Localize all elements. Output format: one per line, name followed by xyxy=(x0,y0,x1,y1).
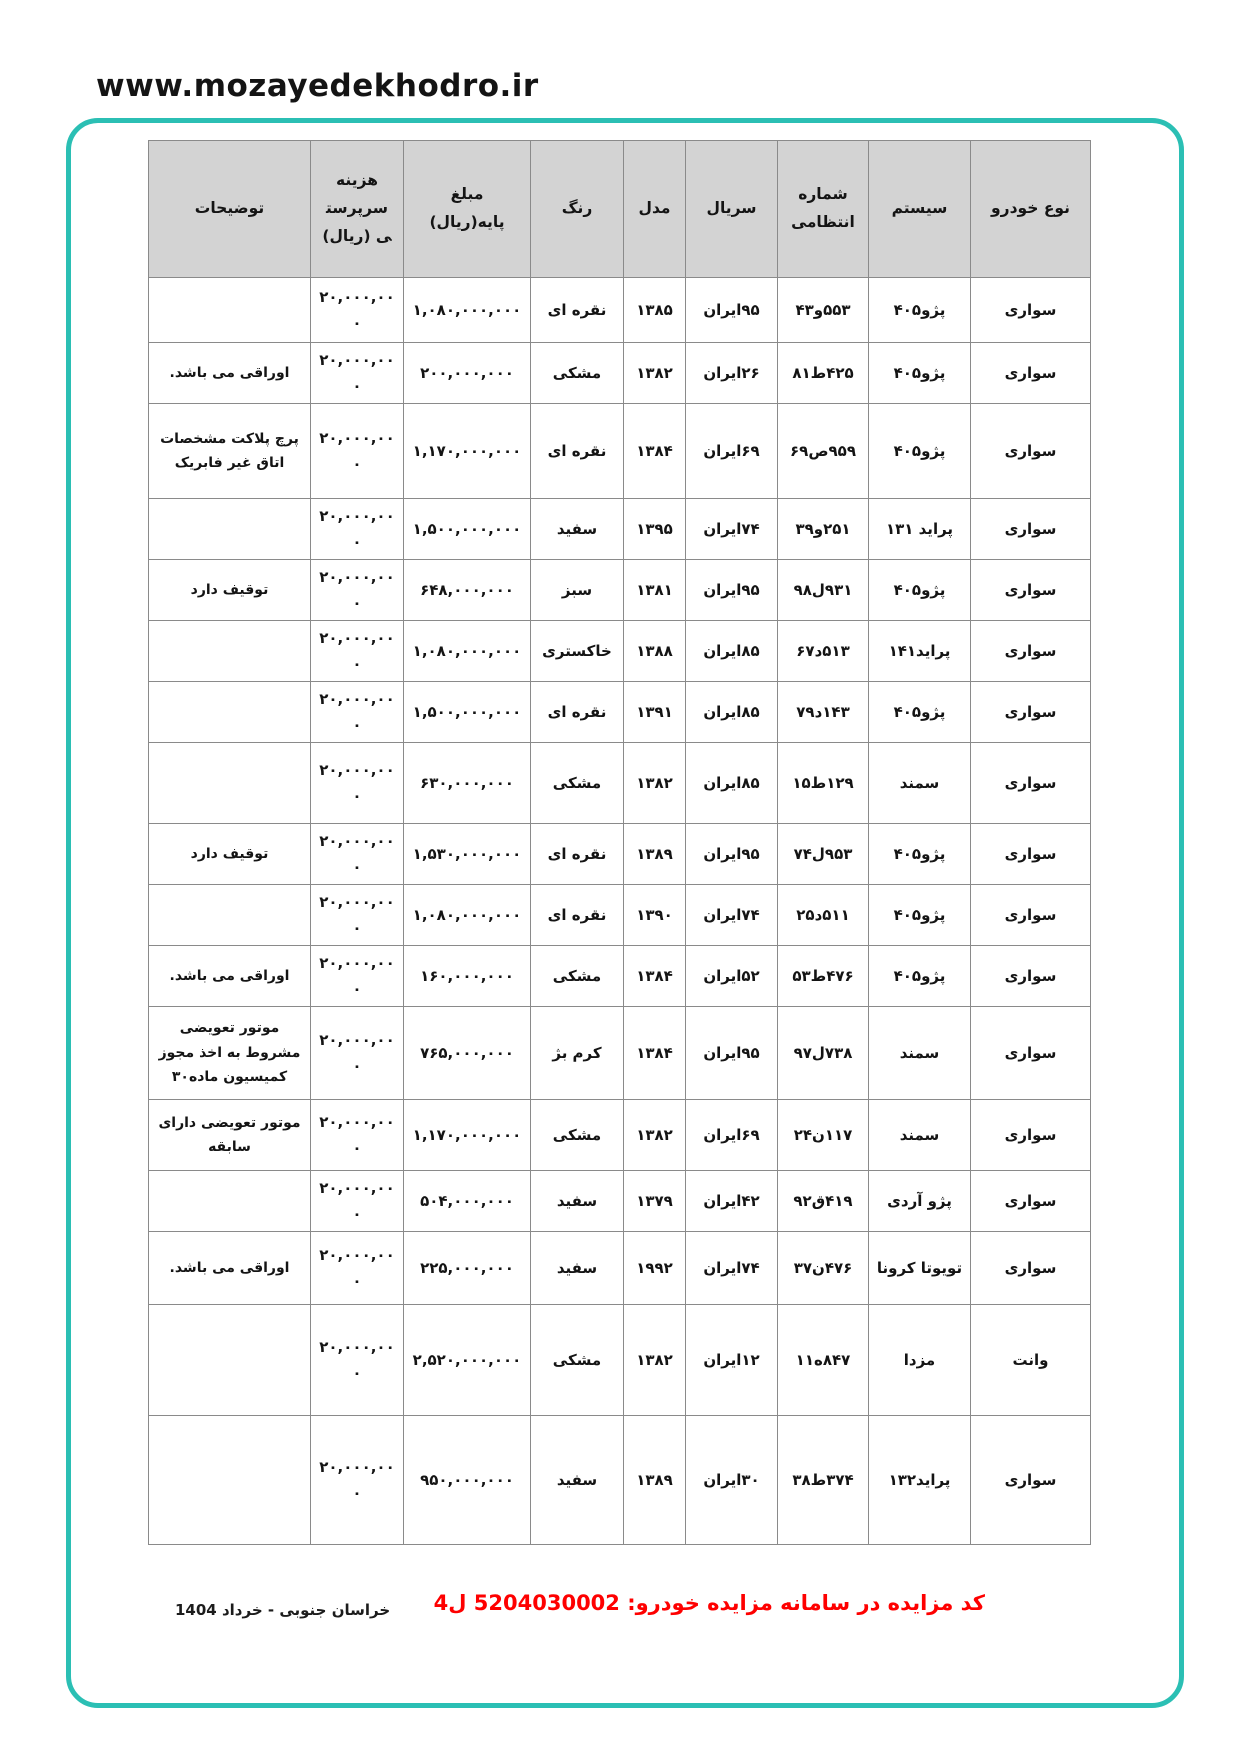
cell-notes: اوراقی می باشد. xyxy=(149,1232,311,1305)
cell-notes xyxy=(149,1171,311,1232)
plate-left-digits: ۷۴ xyxy=(793,844,812,863)
plate-letter: ط xyxy=(810,966,827,985)
cell-serial xyxy=(686,499,778,560)
plate-right-digits: ۱۴۳ xyxy=(822,702,850,721)
cell-serial xyxy=(686,824,778,885)
cell-base-price: ۶۳۰,۰۰۰,۰۰۰ xyxy=(404,743,531,824)
cell-plate-number xyxy=(778,1232,869,1305)
table-row xyxy=(149,946,1091,1007)
footer-auction-code: کد مزایده در سامانه مزایده خودرو: 5204030002 ل4 xyxy=(433,1591,985,1615)
plate-left-digits: ۱۱ xyxy=(795,1350,814,1369)
cell-color: نقره ای xyxy=(531,404,624,499)
plate-letter: ل xyxy=(811,844,825,863)
cell-color: مشکی xyxy=(531,1305,624,1416)
serial-word: ایران xyxy=(703,1470,742,1489)
cell-serial xyxy=(686,1171,778,1232)
plate-left-digits: ۳۷ xyxy=(793,1258,813,1277)
serial-digits: ۴۲ xyxy=(741,1191,760,1210)
cell-model-year: ۱۳۸۲ xyxy=(624,1100,686,1171)
cell-vehicle-type: سواری xyxy=(971,743,1091,824)
plate-right-digits: ۳۷۴ xyxy=(826,1470,854,1489)
plate-letter: ن xyxy=(812,1258,825,1277)
cell-system: پراید۱۳۲ xyxy=(869,1416,971,1545)
cell-plate-number xyxy=(778,885,869,946)
table-row xyxy=(149,743,1091,824)
serial-digits: ۹۵ xyxy=(741,580,760,599)
cell-model-year: ۱۳۸۸ xyxy=(624,621,686,682)
plate-left-digits: ۸۱ xyxy=(792,363,811,382)
cell-model-year: ۱۹۹۲ xyxy=(624,1232,686,1305)
cell-model-year: ۱۳۸۲ xyxy=(624,1305,686,1416)
cell-plate-number xyxy=(778,499,869,560)
cell-serial xyxy=(686,621,778,682)
cell-plate-number xyxy=(778,404,869,499)
cell-base-price: ۱,۰۸۰,۰۰۰,۰۰۰ xyxy=(404,885,531,946)
site-url: www.mozayedekhodro.ir xyxy=(90,68,549,116)
cell-plate-number xyxy=(778,1100,869,1171)
serial-digits: ۱۲ xyxy=(741,1350,760,1369)
cell-vehicle-type: سواری xyxy=(971,946,1091,1007)
cell-base-price: ۱,۱۷۰,۰۰۰,۰۰۰ xyxy=(404,404,531,499)
cell-vehicle-type: سواری xyxy=(971,621,1091,682)
serial-word: ایران xyxy=(703,1350,742,1369)
cell-system: پراید ۱۳۱ xyxy=(869,499,971,560)
cell-model-year: ۱۳۸۵ xyxy=(624,278,686,343)
cell-model-year: ۱۳۸۹ xyxy=(624,1416,686,1545)
cell-vehicle-type: سواری xyxy=(971,1100,1091,1171)
plate-left-digits: ۴۳ xyxy=(795,300,814,319)
cell-base-price: ۷۶۵,۰۰۰,۰۰۰ xyxy=(404,1007,531,1100)
header-model-year: مدل xyxy=(624,141,686,278)
table-row xyxy=(149,621,1091,682)
footer-region-date: خراسان جنوبی - خرداد 1404 xyxy=(175,1601,391,1619)
cell-color: سفید xyxy=(531,1416,624,1545)
cell-color: سفید xyxy=(531,1171,624,1232)
vehicles-table xyxy=(148,140,1091,1545)
plate-left-digits: ۹۷ xyxy=(793,1043,812,1062)
plate-letter: ط xyxy=(810,1470,827,1489)
plate-right-digits: ۲۵۱ xyxy=(823,519,851,538)
header-vehicle-type: نوع خودرو xyxy=(971,141,1091,278)
serial-digits: ۶۹ xyxy=(741,441,760,460)
cell-custody-fee: ۲۰,۰۰۰,۰۰۰ xyxy=(311,824,404,885)
plate-left-digits: ۳۹ xyxy=(795,519,814,538)
cell-custody-fee: ۲۰,۰۰۰,۰۰۰ xyxy=(311,885,404,946)
plate-left-digits: ۶۹ xyxy=(790,441,809,460)
cell-color: نقره ای xyxy=(531,824,624,885)
cell-color: نقره ای xyxy=(531,682,624,743)
table-row xyxy=(149,1232,1091,1305)
plate-left-digits: ۶۷ xyxy=(796,641,815,660)
plate-right-digits: ۵۱۱ xyxy=(822,905,850,924)
cell-base-price: ۲۰۰,۰۰۰,۰۰۰ xyxy=(404,343,531,404)
cell-plate-number xyxy=(778,743,869,824)
plate-letter: و xyxy=(813,519,824,538)
serial-word: ایران xyxy=(703,519,742,538)
cell-color: سفید xyxy=(531,1232,624,1305)
cell-base-price: ۱,۵۰۰,۰۰۰,۰۰۰ xyxy=(404,499,531,560)
cell-plate-number xyxy=(778,343,869,404)
table-row xyxy=(149,824,1091,885)
cell-system: پژو۴۰۵ xyxy=(869,946,971,1007)
cell-system: تویوتا کرونا xyxy=(869,1232,971,1305)
header-color: رنگ xyxy=(531,141,624,278)
cell-custody-fee: ۲۰,۰۰۰,۰۰۰ xyxy=(311,743,404,824)
serial-digits: ۷۴ xyxy=(741,519,760,538)
cell-color: مشکی xyxy=(531,1100,624,1171)
cell-system: سمند xyxy=(869,743,971,824)
cell-system: پژو۴۰۵ xyxy=(869,278,971,343)
cell-plate-number xyxy=(778,824,869,885)
plate-letter: د xyxy=(814,702,823,721)
plate-letter: ق xyxy=(811,1191,826,1210)
serial-digits: ۹۵ xyxy=(741,300,760,319)
cell-serial xyxy=(686,560,778,621)
cell-notes: موتور تعویضی مشروط به اخذ مجوز کمیسیون ماده۳۰ xyxy=(149,1007,311,1100)
cell-system: پژو۴۰۵ xyxy=(869,404,971,499)
table-body xyxy=(149,278,1091,1545)
cell-serial xyxy=(686,1305,778,1416)
cell-custody-fee: ۲۰,۰۰۰,۰۰۰ xyxy=(311,946,404,1007)
cell-custody-fee: ۲۰,۰۰۰,۰۰۰ xyxy=(311,1100,404,1171)
cell-base-price: ۱,۰۸۰,۰۰۰,۰۰۰ xyxy=(404,621,531,682)
plate-letter: ل xyxy=(811,1043,825,1062)
plate-left-digits: ۲۵ xyxy=(796,905,815,924)
cell-system: پژو۴۰۵ xyxy=(869,885,971,946)
plate-right-digits: ۴۱۹ xyxy=(825,1191,853,1210)
header-base-price: مبلغ پایه(ریال) xyxy=(404,141,531,278)
table-row xyxy=(149,1100,1091,1171)
cell-vehicle-type: سواری xyxy=(971,404,1091,499)
table-row xyxy=(149,499,1091,560)
cell-plate-number xyxy=(778,1416,869,1545)
cell-notes xyxy=(149,499,311,560)
serial-word: ایران xyxy=(703,363,742,382)
cell-vehicle-type: سواری xyxy=(971,278,1091,343)
cell-system: پژو آردی xyxy=(869,1171,971,1232)
cell-color: سبز xyxy=(531,560,624,621)
cell-plate-number xyxy=(778,278,869,343)
cell-model-year: ۱۳۸۲ xyxy=(624,743,686,824)
plate-right-digits: ۱۲۹ xyxy=(826,773,854,792)
header-plate-number: شماره انتظامی xyxy=(778,141,869,278)
cell-system: پژو۴۰۵ xyxy=(869,824,971,885)
cell-vehicle-type: سواری xyxy=(971,682,1091,743)
cell-custody-fee: ۲۰,۰۰۰,۰۰۰ xyxy=(311,343,404,404)
serial-word: ایران xyxy=(703,702,742,721)
cell-plate-number xyxy=(778,560,869,621)
plate-right-digits: ۵۵۳ xyxy=(823,300,851,319)
serial-digits: ۶۹ xyxy=(741,1125,760,1144)
cell-vehicle-type: سواری xyxy=(971,824,1091,885)
serial-digits: ۷۴ xyxy=(741,1258,760,1277)
plate-letter: ص xyxy=(808,441,829,460)
cell-plate-number xyxy=(778,1171,869,1232)
plate-left-digits: ۹۸ xyxy=(793,580,812,599)
cell-system: پراید۱۴۱ xyxy=(869,621,971,682)
plate-right-digits: ۵۱۳ xyxy=(822,641,850,660)
serial-word: ایران xyxy=(703,441,742,460)
plate-left-digits: ۱۵ xyxy=(792,773,811,792)
cell-system: پژو۴۰۵ xyxy=(869,343,971,404)
serial-digits: ۸۵ xyxy=(741,702,760,721)
cell-system: سمند xyxy=(869,1007,971,1100)
cell-vehicle-type: سواری xyxy=(971,1007,1091,1100)
cell-system: پژو۴۰۵ xyxy=(869,682,971,743)
cell-serial xyxy=(686,946,778,1007)
serial-digits: ۹۵ xyxy=(741,1043,760,1062)
serial-word: ایران xyxy=(703,773,742,792)
serial-digits: ۲۶ xyxy=(741,363,760,382)
serial-word: ایران xyxy=(703,1191,742,1210)
cell-system: پژو۴۰۵ xyxy=(869,560,971,621)
serial-digits: ۸۵ xyxy=(741,641,760,660)
cell-base-price: ۲,۵۲۰,۰۰۰,۰۰۰ xyxy=(404,1305,531,1416)
cell-base-price: ۱,۱۷۰,۰۰۰,۰۰۰ xyxy=(404,1100,531,1171)
cell-notes xyxy=(149,278,311,343)
cell-model-year: ۱۳۸۲ xyxy=(624,343,686,404)
serial-word: ایران xyxy=(703,966,742,985)
cell-base-price: ۱۶۰,۰۰۰,۰۰۰ xyxy=(404,946,531,1007)
cell-notes xyxy=(149,1305,311,1416)
serial-word: ایران xyxy=(703,300,742,319)
cell-color: مشکی xyxy=(531,946,624,1007)
cell-color: نقره ای xyxy=(531,885,624,946)
cell-color: نقره ای xyxy=(531,278,624,343)
plate-left-digits: ۷۹ xyxy=(796,702,815,721)
serial-word: ایران xyxy=(703,1125,742,1144)
table-header-row xyxy=(149,141,1091,278)
plate-right-digits: ۹۵۳ xyxy=(824,844,853,863)
serial-word: ایران xyxy=(703,905,742,924)
cell-model-year: ۱۳۹۰ xyxy=(624,885,686,946)
plate-right-digits: ۱۱۷ xyxy=(824,1125,853,1144)
cell-base-price: ۲۲۵,۰۰۰,۰۰۰ xyxy=(404,1232,531,1305)
cell-vehicle-type: سواری xyxy=(971,1232,1091,1305)
cell-custody-fee: ۲۰,۰۰۰,۰۰۰ xyxy=(311,499,404,560)
cell-base-price: ۱,۰۸۰,۰۰۰,۰۰۰ xyxy=(404,278,531,343)
cell-notes xyxy=(149,621,311,682)
plate-left-digits: ۹۲ xyxy=(793,1191,812,1210)
table-row xyxy=(149,682,1091,743)
cell-color: خاکستری xyxy=(531,621,624,682)
table-row xyxy=(149,1305,1091,1416)
plate-right-digits: ۸۴۷ xyxy=(822,1350,851,1369)
serial-digits: ۷۴ xyxy=(741,905,760,924)
cell-color: سفید xyxy=(531,499,624,560)
cell-base-price: ۶۴۸,۰۰۰,۰۰۰ xyxy=(404,560,531,621)
cell-model-year: ۱۳۸۴ xyxy=(624,1007,686,1100)
plate-left-digits: ۲۴ xyxy=(793,1125,813,1144)
cell-plate-number xyxy=(778,682,869,743)
cell-model-year: ۱۳۸۱ xyxy=(624,560,686,621)
cell-notes: اوراقی می باشد. xyxy=(149,343,311,404)
cell-plate-number xyxy=(778,1305,869,1416)
cell-base-price: ۱,۵۳۰,۰۰۰,۰۰۰ xyxy=(404,824,531,885)
cell-serial xyxy=(686,1100,778,1171)
serial-digits: ۸۵ xyxy=(741,773,760,792)
cell-notes xyxy=(149,682,311,743)
cell-system: سمند xyxy=(869,1100,971,1171)
serial-digits: ۵۲ xyxy=(741,966,760,985)
plate-right-digits: ۹۳۱ xyxy=(824,580,853,599)
cell-custody-fee: ۲۰,۰۰۰,۰۰۰ xyxy=(311,278,404,343)
cell-base-price: ۱,۵۰۰,۰۰۰,۰۰۰ xyxy=(404,682,531,743)
table-row xyxy=(149,343,1091,404)
header-custody-fee: هزینه سرپرستی (ریال) xyxy=(311,141,404,278)
plate-right-digits: ۴۷۶ xyxy=(826,966,854,985)
plate-letter: ط xyxy=(810,363,827,382)
cell-model-year: ۱۳۹۵ xyxy=(624,499,686,560)
cell-notes: موتور تعویضی دارای سابقه xyxy=(149,1100,311,1171)
serial-word: ایران xyxy=(703,844,742,863)
cell-vehicle-type: سواری xyxy=(971,885,1091,946)
cell-custody-fee: ۲۰,۰۰۰,۰۰۰ xyxy=(311,1416,404,1545)
plate-left-digits: ۵۳ xyxy=(792,966,811,985)
cell-custody-fee: ۲۰,۰۰۰,۰۰۰ xyxy=(311,1171,404,1232)
cell-model-year: ۱۳۸۴ xyxy=(624,404,686,499)
cell-serial xyxy=(686,1007,778,1100)
cell-serial xyxy=(686,743,778,824)
table-row xyxy=(149,1416,1091,1545)
plate-right-digits: ۴۷۶ xyxy=(824,1258,853,1277)
cell-vehicle-type: وانت xyxy=(971,1305,1091,1416)
cell-notes: پرچ پلاکت مشخصات اتاق غیر فابریک xyxy=(149,404,311,499)
cell-notes xyxy=(149,1416,311,1545)
cell-custody-fee: ۲۰,۰۰۰,۰۰۰ xyxy=(311,560,404,621)
table-row xyxy=(149,1007,1091,1100)
cell-model-year: ۱۳۸۴ xyxy=(624,946,686,1007)
serial-word: ایران xyxy=(703,641,742,660)
cell-vehicle-type: سواری xyxy=(971,499,1091,560)
cell-custody-fee: ۲۰,۰۰۰,۰۰۰ xyxy=(311,1305,404,1416)
cell-vehicle-type: سواری xyxy=(971,1171,1091,1232)
cell-custody-fee: ۲۰,۰۰۰,۰۰۰ xyxy=(311,404,404,499)
cell-color: مشکی xyxy=(531,343,624,404)
plate-letter: د xyxy=(814,905,823,924)
serial-word: ایران xyxy=(703,1043,742,1062)
table-row xyxy=(149,278,1091,343)
cell-plate-number xyxy=(778,1007,869,1100)
cell-base-price: ۹۵۰,۰۰۰,۰۰۰ xyxy=(404,1416,531,1545)
cell-model-year: ۱۳۹۱ xyxy=(624,682,686,743)
header-system: سیستم xyxy=(869,141,971,278)
cell-system: مزدا xyxy=(869,1305,971,1416)
cell-plate-number xyxy=(778,946,869,1007)
cell-model-year: ۱۳۷۹ xyxy=(624,1171,686,1232)
cell-notes xyxy=(149,743,311,824)
cell-serial xyxy=(686,278,778,343)
cell-serial xyxy=(686,1416,778,1545)
cell-notes xyxy=(149,885,311,946)
table-row xyxy=(149,1171,1091,1232)
cell-custody-fee: ۲۰,۰۰۰,۰۰۰ xyxy=(311,682,404,743)
cell-serial xyxy=(686,343,778,404)
cell-notes: اوراقی می باشد. xyxy=(149,946,311,1007)
serial-digits: ۳۰ xyxy=(741,1470,760,1489)
cell-color: مشکی xyxy=(531,743,624,824)
serial-digits: ۹۵ xyxy=(741,844,760,863)
cell-vehicle-type: سواری xyxy=(971,560,1091,621)
plate-left-digits: ۳۸ xyxy=(792,1470,811,1489)
plate-letter: ن xyxy=(812,1125,825,1144)
cell-model-year: ۱۳۸۹ xyxy=(624,824,686,885)
header-notes: توضیحات xyxy=(149,141,311,278)
table-row xyxy=(149,885,1091,946)
cell-custody-fee: ۲۰,۰۰۰,۰۰۰ xyxy=(311,1007,404,1100)
cell-serial xyxy=(686,885,778,946)
plate-letter: د xyxy=(814,641,823,660)
cell-serial xyxy=(686,404,778,499)
cell-color: کرم بژ xyxy=(531,1007,624,1100)
plate-letter: و xyxy=(813,300,824,319)
plate-letter: ه xyxy=(813,1350,823,1369)
header-serial: سریال xyxy=(686,141,778,278)
cell-custody-fee: ۲۰,۰۰۰,۰۰۰ xyxy=(311,621,404,682)
table-row xyxy=(149,404,1091,499)
serial-word: ایران xyxy=(703,1258,742,1277)
plate-letter: ل xyxy=(811,580,825,599)
plate-right-digits: ۹۵۹ xyxy=(828,441,856,460)
cell-vehicle-type: سواری xyxy=(971,1416,1091,1545)
serial-word: ایران xyxy=(703,580,742,599)
plate-right-digits: ۴۲۵ xyxy=(826,363,854,382)
cell-base-price: ۵۰۴,۰۰۰,۰۰۰ xyxy=(404,1171,531,1232)
cell-custody-fee: ۲۰,۰۰۰,۰۰۰ xyxy=(311,1232,404,1305)
cell-plate-number xyxy=(778,621,869,682)
cell-serial xyxy=(686,682,778,743)
cell-vehicle-type: سواری xyxy=(971,343,1091,404)
table-row xyxy=(149,560,1091,621)
cell-notes: توقیف دارد xyxy=(149,560,311,621)
cell-serial xyxy=(686,1232,778,1305)
cell-notes: توقیف دارد xyxy=(149,824,311,885)
plate-right-digits: ۷۳۸ xyxy=(824,1043,853,1062)
plate-letter: ط xyxy=(810,773,827,792)
